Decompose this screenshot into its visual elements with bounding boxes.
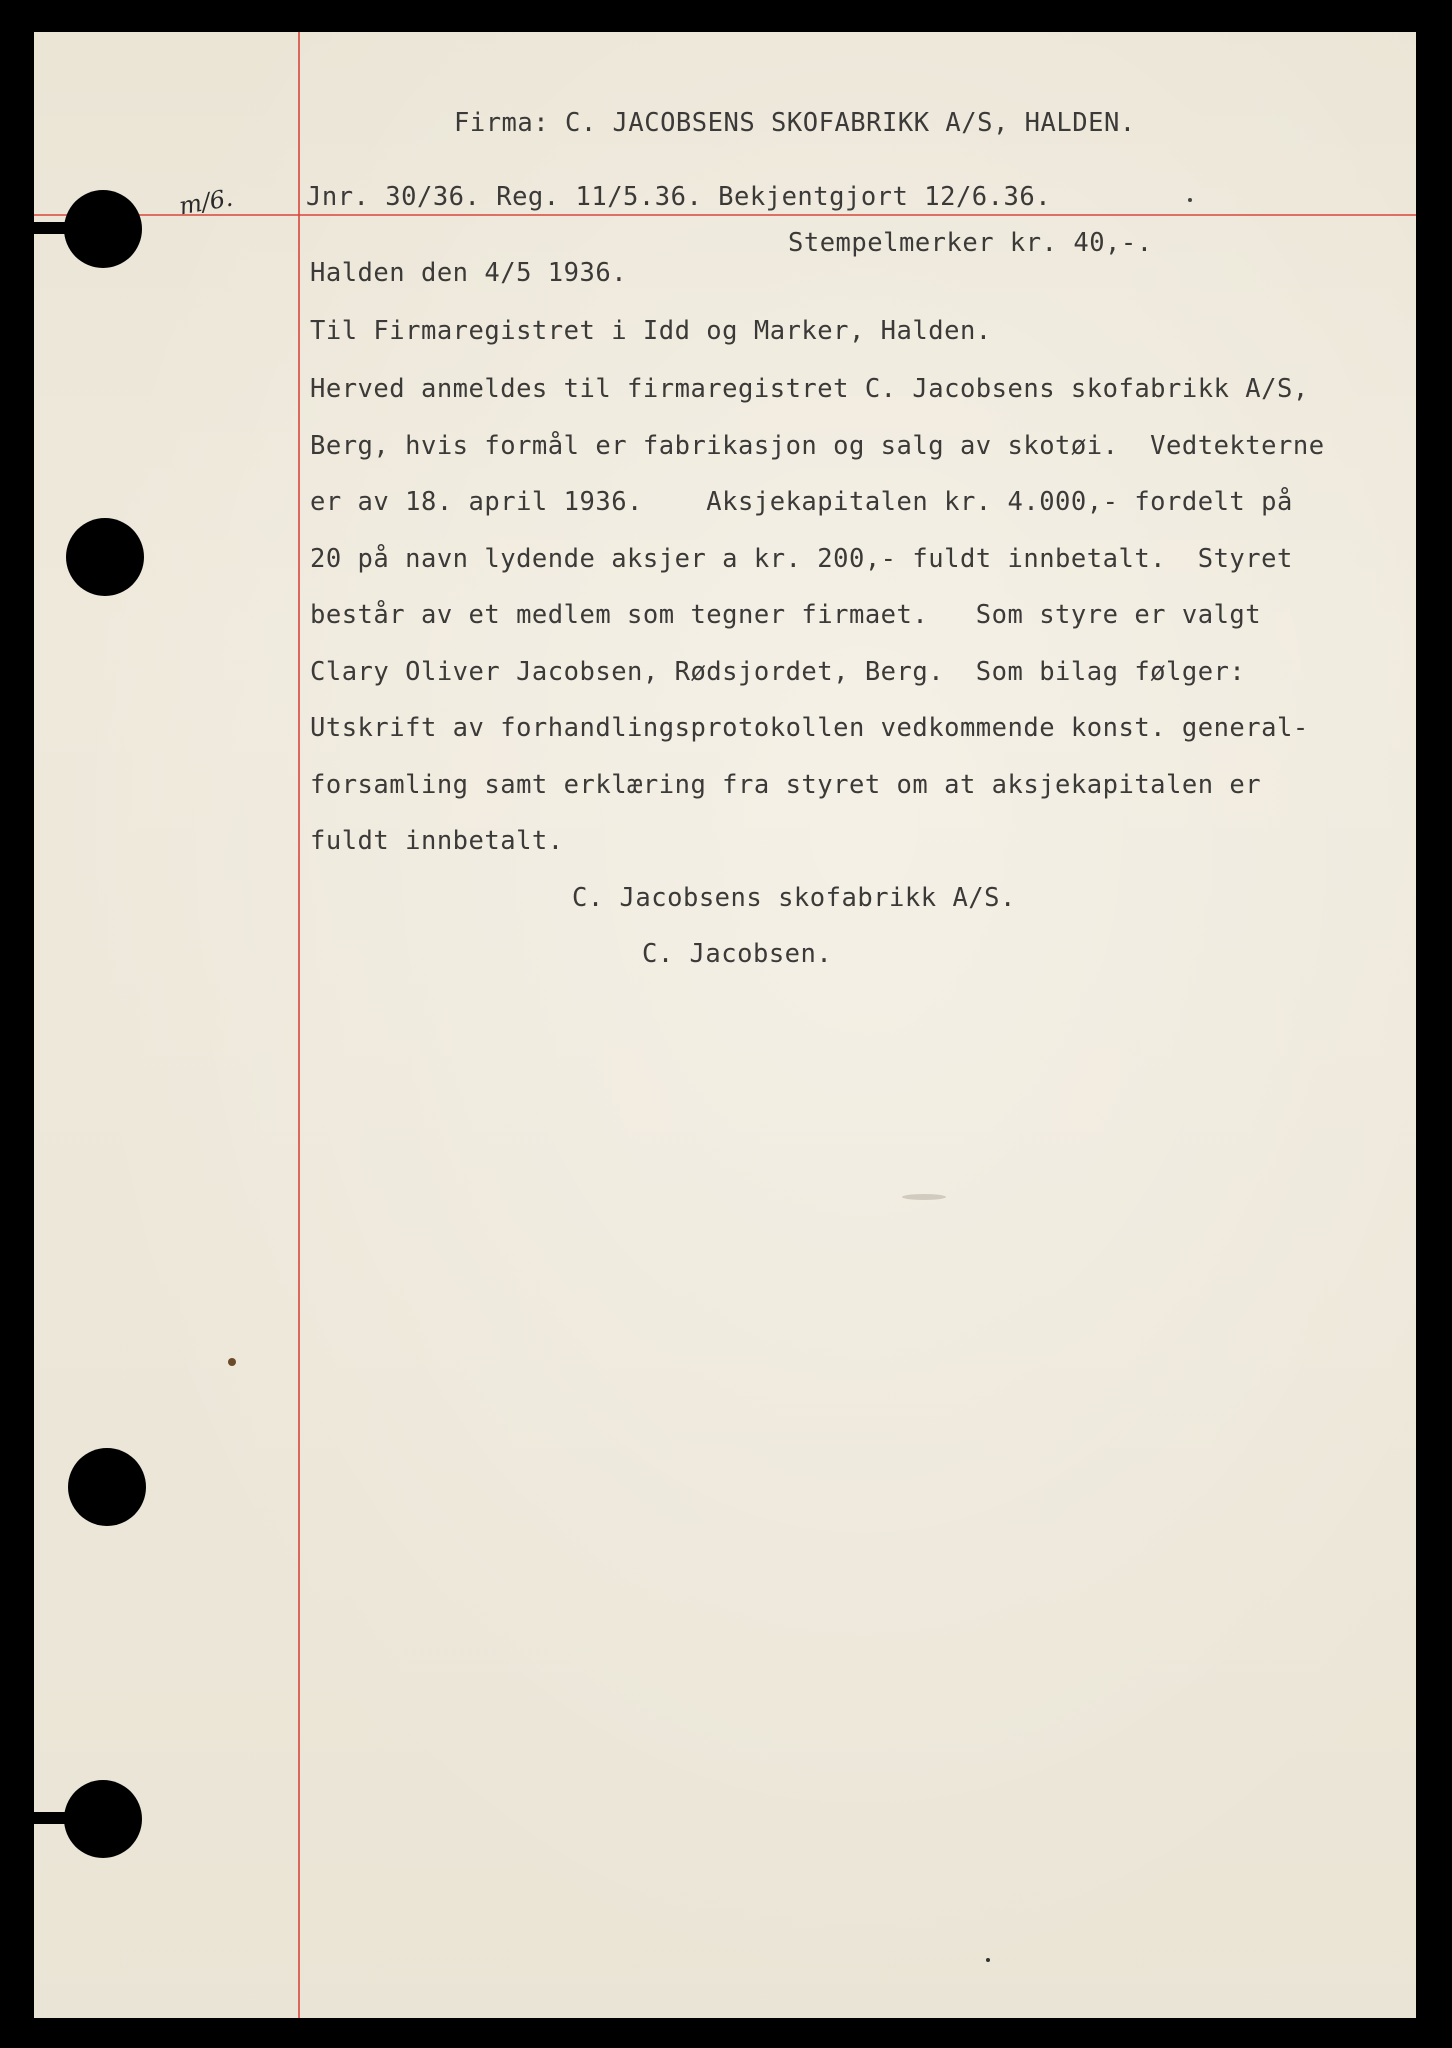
punch-hole bbox=[64, 190, 142, 268]
stamp-line: Stempelmerker kr. 40,-. bbox=[788, 228, 1153, 258]
paper-smudge bbox=[902, 1194, 946, 1200]
body-line: 20 på navn lydende aksjer a kr. 200,- fuldt innbetalt. Styret bbox=[310, 544, 1293, 574]
margin-handwritten-note: m/6. bbox=[176, 183, 235, 221]
ink-dot bbox=[1188, 198, 1192, 202]
body-line: fuldt innbetalt. bbox=[310, 826, 564, 856]
red-margin-line bbox=[298, 32, 300, 2018]
date-line: Halden den 4/5 1936. bbox=[310, 258, 628, 288]
body-line: Clary Oliver Jacobsen, Rødsjordet, Berg. Som bilag følger: bbox=[310, 657, 1246, 687]
addressee-line: Til Firmaregistret i Idd og Marker, Halden. bbox=[310, 316, 992, 346]
punch-hole bbox=[64, 1780, 142, 1858]
punch-hole bbox=[68, 1448, 146, 1526]
body-line: Utskrift av forhandlingsprotokollen vedkommende konst. general- bbox=[310, 713, 1309, 743]
journal-line: Jnr. 30/36. Reg. 11/5.36. Bekjentgjort 12/6.36. bbox=[306, 182, 1052, 212]
signature-name: C. Jacobsen. bbox=[642, 939, 833, 969]
body-line: er av 18. april 1936. Aksjekapitalen kr. 4.000,- fordelt på bbox=[310, 487, 1293, 517]
body-line: Herved anmeldes til firmaregistret C. Jacobsens skofabrikk A/S, bbox=[310, 374, 1309, 404]
punch-hole bbox=[66, 518, 144, 596]
signature-company: C. Jacobsens skofabrikk A/S. bbox=[572, 883, 1016, 913]
ink-dot bbox=[986, 1958, 990, 1962]
document-heading: Firma: C. JACOBSENS SKOFABRIKK A/S, HALDEN. bbox=[454, 108, 1136, 138]
body-line: består av et medlem som tegner firmaet. Som styre er valgt bbox=[310, 600, 1262, 630]
document-page bbox=[34, 32, 1416, 2018]
red-header-line bbox=[34, 214, 1416, 216]
body-line: Berg, hvis formål er fabrikasjon og salg av skotøi. Vedtekterne bbox=[310, 431, 1325, 461]
ink-speck bbox=[228, 1358, 236, 1366]
body-line: forsamling samt erklæring fra styret om at aksjekapitalen er bbox=[310, 770, 1262, 800]
